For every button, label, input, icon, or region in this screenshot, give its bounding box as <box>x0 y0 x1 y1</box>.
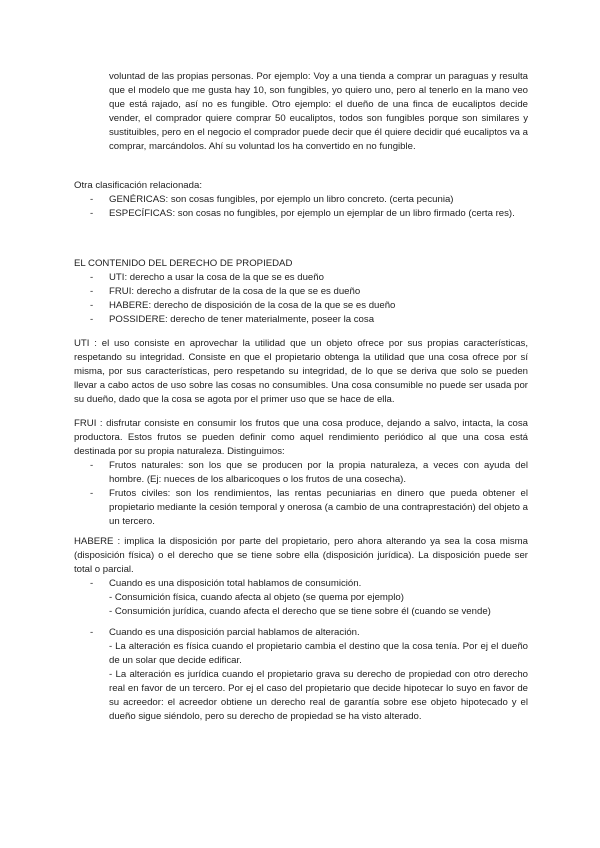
list-item-frutos-naturales: - Frutos naturales: son los que se producen por la propia naturaleza, a veces con ayuda del hombre. (Ej: nueces de los albaricoques o los frutos de una cosecha). <box>90 459 528 487</box>
disposicion-total-title: - Cuando es una disposición total hablamos de consumición. <box>109 578 362 589</box>
list-item-frui: - FRUI: derecho a disfrutar de la cosa de la que se es dueño <box>90 285 528 299</box>
other-classification-list <box>90 193 528 221</box>
disposicion-parcial-title: - Cuando es una disposición parcial hablamos de alteración. <box>109 627 360 638</box>
list-item-possidere: - POSSIDERE: derecho de tener materialmente, poseer la cosa <box>90 313 528 327</box>
alteracion-juridica: - La alteración es jurídica cuando el propietario grava su derecho de propiedad con otro derecho real en favor de un tercero. Por ej el caso del propietario que decide hipotecar lo suyo en favor de su acreedor: el acreedor obtiene un derecho real de garantía sobre ese objeto hipotecado y el dueño sigue siéndolo, pero su derecho de propiedad se ha visto alterado. <box>109 669 528 722</box>
consumicion-juridica: - Consumición jurídica, cuando afecta el derecho que se tiene sobre él (cuando se vende) <box>109 606 491 617</box>
list-item-uti: - UTI: derecho a usar la cosa de la que se es dueño <box>90 271 528 285</box>
alteracion-fisica: - La alteración es física cuando el propietario cambia el destino que la cosa tenía. Por ej el dueño de un solar que decide edificar. <box>109 641 528 666</box>
list-item-disposicion-parcial <box>90 626 528 724</box>
content-rights-list <box>90 271 528 327</box>
consumicion-fisica: - Consumición física, cuando afecta al objeto (se quema por ejemplo) <box>109 592 404 603</box>
content-section-heading: EL CONTENIDO DEL DERECHO DE PROPIEDAD <box>74 258 293 269</box>
list-item-especificas: - ESPECÍFICAS: son cosas no fungibles, por ejemplo un ejemplar de un libro firmado (certa res). <box>90 207 528 221</box>
list-item-disposicion-total <box>90 577 528 626</box>
frui-list <box>90 459 528 529</box>
list-item-frutos-civiles: - Frutos civiles: son los rendimientos, las rentas pecuniarias en dinero que pueda obtener el propietario mediante la cesión temporal y onerosa (a cambio de una contraprestación) del objeto a un tercero. <box>90 487 528 529</box>
uti-paragraph: UTI : el uso consiste en aprovechar la utilidad que un objeto ofrece por sus propias características, respetando su integridad. Consiste en que el propietario obtenga la utilidad que una cosa ofrece por sí misma, por sus características, pero respetando su integridad, de lo que se deriva que solo se pueden llevar a cabo actos de uso sobre las cosas no consumibles. Una cosa consumible no puede ser usada por su dueño, dado que la cosa se agota por el primer uso que se hace de ella. <box>74 338 528 405</box>
habere-paragraph: HABERE : implica la disposición por parte del propietario, pero ahora alterando ya sea la cosa misma (disposición física) o el derecho que se tiene sobre ella (disposición jurídica). La disposición puede ser total o parcial. <box>74 536 528 575</box>
intro-paragraph: voluntad de las propias personas. Por ejemplo: Voy a una tienda a comprar un paraguas y resulta que el modelo que me gusta hay 10, son fungibles, yo quiero uno, pero al tenerlo en la mano veo que está rajado, así no es fungible. Otro ejemplo: el dueño de una finca de eucaliptos decide vender, el comprador quiere comprar 50 eucaliptos, todos son fungibles porque son similares y sustituibles, pero en el negocio el comprador puede decir que él quiere decidir qué eucaliptos va a comprar, marcándolos. Ahí su voluntad los ha convertido en no fungible. <box>109 71 528 152</box>
frui-paragraph: FRUI : disfrutar consiste en consumir los frutos que una cosa produce, dejando a salvo, intacta, la cosa productora. Estos frutos se pueden definir como aquel rendimiento periódico al que una cosa está destinada por su propia naturaleza. Distinguimos: <box>74 418 528 457</box>
list-spacer <box>109 619 528 626</box>
list-item-genericas: - GENÉRICAS: son cosas fungibles, por ejemplo un libro concreto. (certa pecunia) <box>90 193 528 207</box>
habere-list <box>90 577 528 724</box>
other-classification-heading: Otra clasificación relacionada: <box>74 180 202 191</box>
list-item-habere: - HABERE: derecho de disposición de la cosa de la que se es dueño <box>90 299 528 313</box>
